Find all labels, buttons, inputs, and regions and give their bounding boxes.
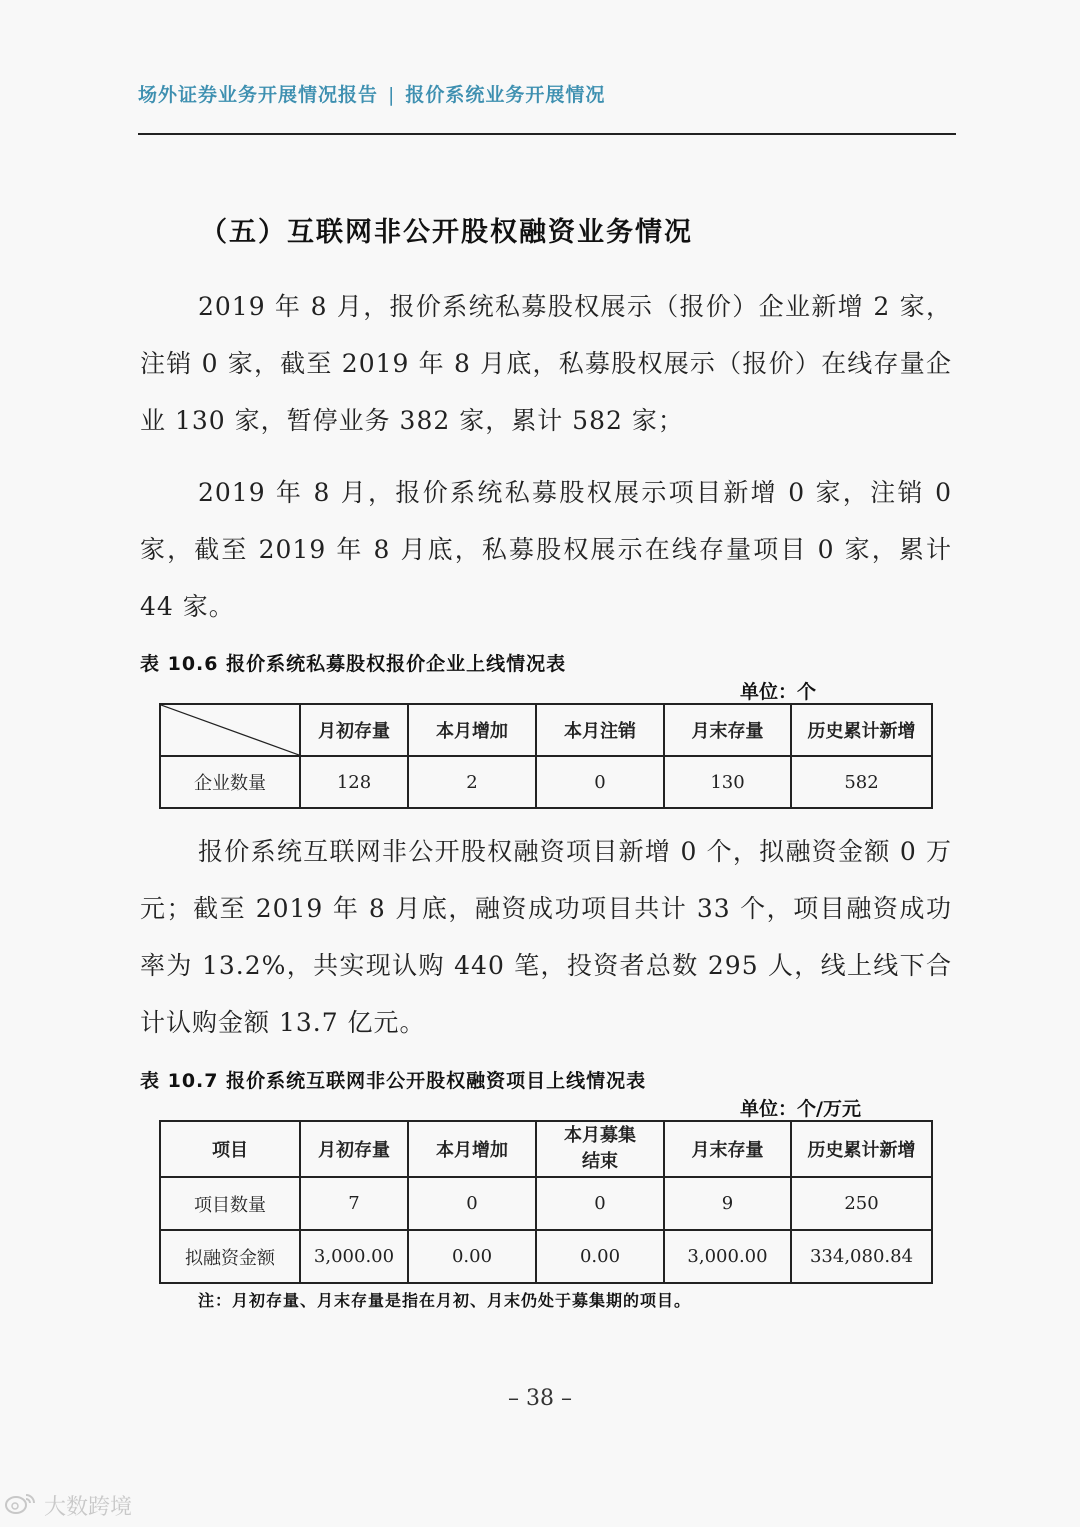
section-title: （五）互联网非公开股权融资业务情况 bbox=[200, 217, 693, 248]
page-number: – 38 – bbox=[508, 1386, 572, 1411]
table-cell: 250 bbox=[791, 1177, 932, 1230]
row-label-cell: 项目数量 bbox=[160, 1177, 300, 1230]
header-cell: 月末存量 bbox=[664, 1121, 791, 1177]
table-cell: 128 bbox=[300, 756, 408, 808]
header-divider bbox=[138, 133, 956, 135]
table-note: 注：月初存量、月末存量是指在月初、月末仍处于募集期的项目。 bbox=[198, 1291, 692, 1310]
table-10-6-caption: 表 10.6 报价系统私募股权报价企业上线情况表 bbox=[140, 653, 567, 675]
header-section-title: 报价系统业务开展情况 bbox=[405, 84, 606, 106]
table-header-row bbox=[160, 1121, 932, 1177]
table-10-7-caption: 表 10.7 报价系统互联网非公开股权融资项目上线情况表 bbox=[140, 1070, 647, 1092]
header-cell: 历史累计新增 bbox=[791, 704, 932, 756]
header-cell: 本月增加 bbox=[408, 704, 536, 756]
table-10-7-unit: 单位：个/万元 bbox=[740, 1098, 861, 1120]
diagonal-corner-cell bbox=[160, 704, 300, 756]
paragraph-2: 2019 年 8 月，报价系统私募股权展示项目新增 0 家，注销 0 家，截至 2019 年 8 月底，私募股权展示在线存量项目 0 家，累计 44 家。 bbox=[140, 478, 952, 621]
table-10-6 bbox=[159, 703, 933, 809]
table-cell: 2 bbox=[408, 756, 536, 808]
diagonal-line bbox=[161, 705, 299, 755]
table-row bbox=[160, 1230, 932, 1283]
table-row bbox=[160, 1177, 932, 1230]
header-cell: 本月增加 bbox=[408, 1121, 536, 1177]
header-report-title: 场外证券业务开展情况报告 bbox=[138, 84, 379, 106]
table-cell: 3,000.00 bbox=[664, 1230, 791, 1283]
weibo-logo-icon bbox=[4, 1491, 38, 1521]
paragraph-1: 2019 年 8 月，报价系统私募股权展示（报价）企业新增 2 家，注销 0 家，截至 2019 年 8 月底，私募股权展示（报价）在线存量企业 130 家，暂停业务 382 家，累计 582 家； bbox=[140, 292, 952, 435]
header-cell: 项目 bbox=[160, 1121, 300, 1177]
table-cell: 0.00 bbox=[536, 1230, 664, 1283]
watermark bbox=[4, 1490, 132, 1521]
row-label-cell: 拟融资金额 bbox=[160, 1230, 300, 1283]
watermark-text: 大数跨境 bbox=[44, 1495, 133, 1520]
table-cell: 7 bbox=[300, 1177, 408, 1230]
table-10-7 bbox=[159, 1120, 933, 1284]
table-10-6-unit: 单位：个 bbox=[740, 681, 817, 703]
table-cell: 334,080.84 bbox=[791, 1230, 932, 1283]
header-cell: 月初存量 bbox=[300, 704, 408, 756]
header-cell: 历史累计新增 bbox=[791, 1121, 932, 1177]
header-cell: 月末存量 bbox=[664, 704, 791, 756]
paragraph-3: 报价系统互联网非公开股权融资项目新增 0 个，拟融资金额 0 万元；截至 2019 年 8 月底，融资成功项目共计 33 个，项目融资成功率为 13.2%，共实现认购 440 笔，投资者总数 295 人，线上线下合计认购金额 13.7 亿元。 bbox=[140, 837, 952, 1037]
table-cell: 0 bbox=[536, 756, 664, 808]
header-cell: 本月募集结束 bbox=[536, 1121, 664, 1177]
table-cell: 9 bbox=[664, 1177, 791, 1230]
table-cell: 0 bbox=[408, 1177, 536, 1230]
header-cell: 月初存量 bbox=[300, 1121, 408, 1177]
table-cell: 3,000.00 bbox=[300, 1230, 408, 1283]
header-cell: 本月注销 bbox=[536, 704, 664, 756]
table-cell: 582 bbox=[791, 756, 932, 808]
table-cell: 130 bbox=[664, 756, 791, 808]
table-cell: 0 bbox=[536, 1177, 664, 1230]
table-header-row bbox=[160, 704, 932, 756]
header-separator: | bbox=[388, 84, 396, 106]
table-row bbox=[160, 756, 932, 808]
running-header bbox=[138, 80, 605, 107]
row-label-cell: 企业数量 bbox=[160, 756, 300, 808]
table-cell: 0.00 bbox=[408, 1230, 536, 1283]
